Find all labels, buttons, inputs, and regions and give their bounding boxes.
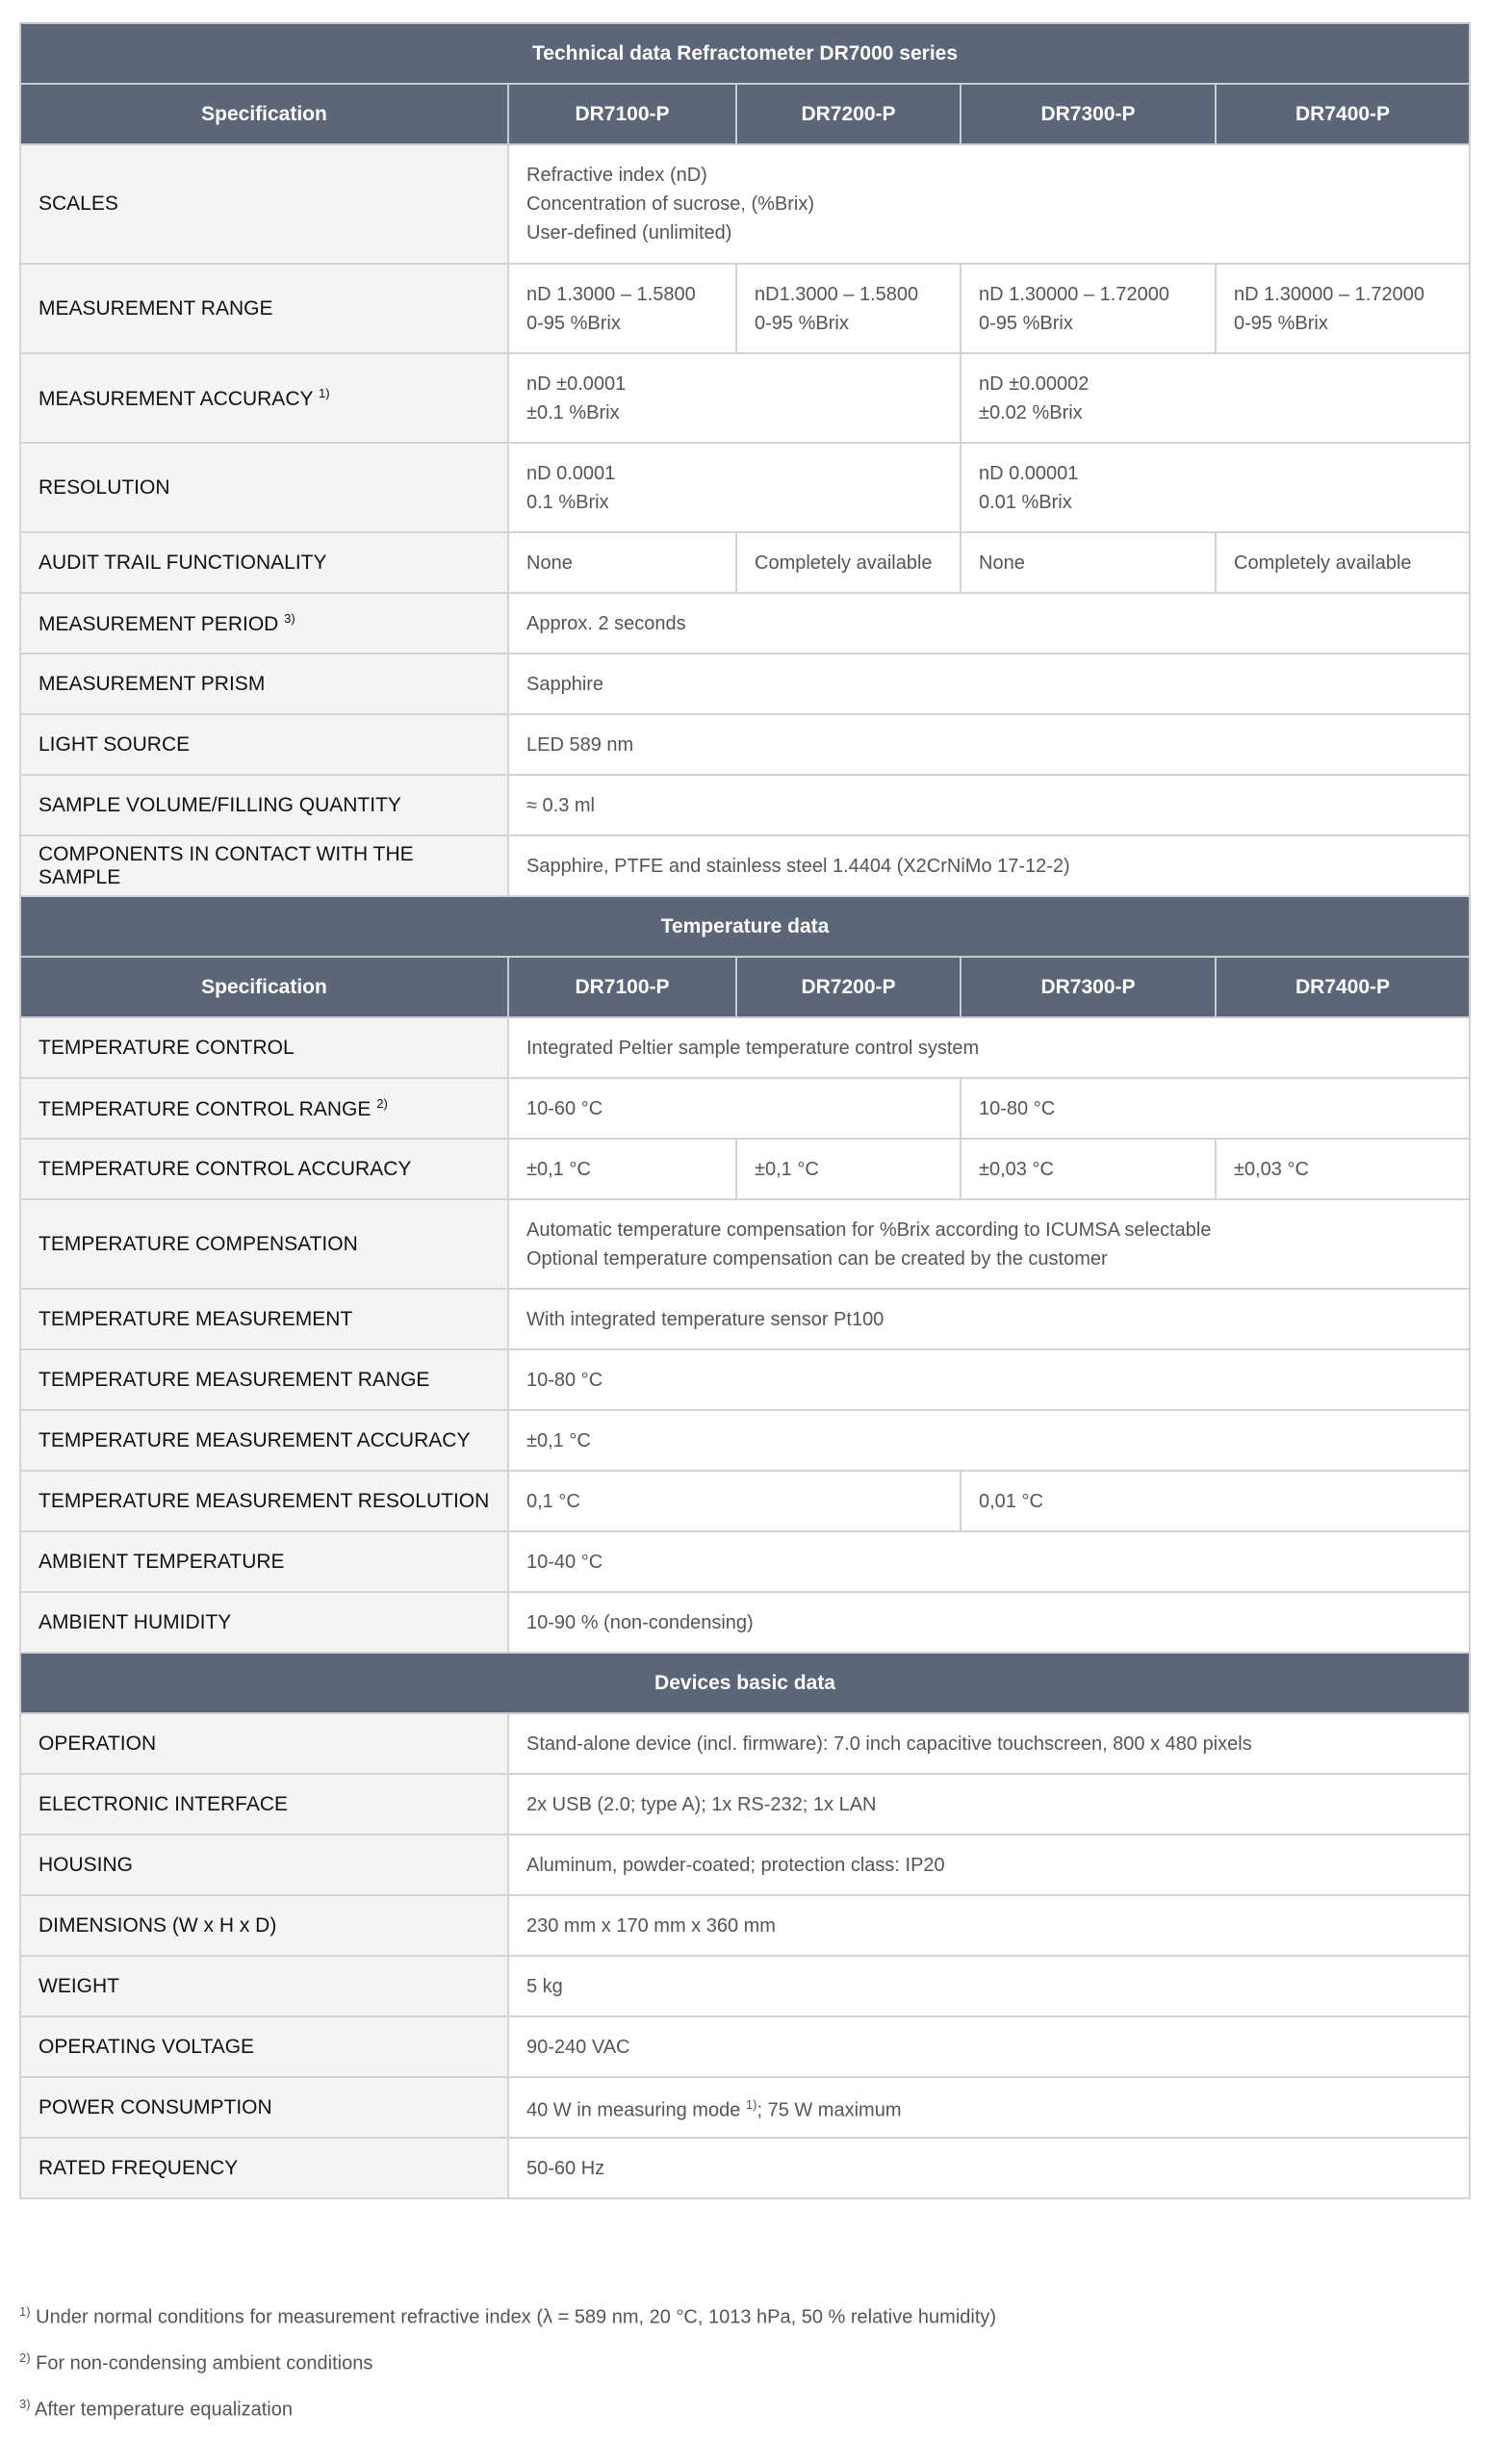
row-label <box>20 593 508 654</box>
table-row-ambient-humidity <box>20 1592 1470 1653</box>
value-line: ±0.02 %Brix <box>979 401 1083 424</box>
value-dr7300: None <box>961 532 1216 593</box>
value-line: nD1.3000 – 1.5800 <box>755 283 919 305</box>
table-row-temperature-measurement-range <box>20 1349 1470 1410</box>
row-value: 2x USB (2.0; type A); 1x RS-232; 1x LAN <box>508 1774 1470 1835</box>
section-title: Temperature data <box>20 896 1470 957</box>
value-dr7300 <box>961 264 1216 353</box>
value-line: 0-95 %Brix <box>979 312 1073 334</box>
value-line: nD 0.0001 <box>526 462 616 484</box>
row-label: SAMPLE VOLUME/FILLING QUANTITY <box>20 775 508 835</box>
footnote-ref: 3) <box>284 610 295 626</box>
column-header-dr7400: DR7400-P <box>1216 84 1470 144</box>
row-value: 10-90 % (non-condensing) <box>508 1592 1470 1653</box>
footnote-mark: 1) <box>19 2304 31 2319</box>
table-row-temperature-control <box>20 1017 1470 1078</box>
value-line: 0-95 %Brix <box>526 312 621 334</box>
row-label: AMBIENT TEMPERATURE <box>20 1531 508 1592</box>
row-value: 10-40 °C <box>508 1531 1470 1592</box>
table-row-measurement-period <box>20 593 1470 654</box>
footnote-ref: 1) <box>745 2096 757 2112</box>
value-dr7300-dr7400 <box>961 353 1470 443</box>
table-row-power-consumption <box>20 2077 1470 2138</box>
footnote-ref: 2) <box>376 1095 388 1111</box>
table-row-temperature-control-range <box>20 1078 1470 1139</box>
row-value: Stand-alone device (incl. firmware): 7.0 inch capacitive touchscreen, 800 x 480 pixels <box>508 1713 1470 1774</box>
table-row-measurement-range <box>20 264 1470 353</box>
column-header-row <box>20 84 1470 144</box>
row-value: With integrated temperature sensor Pt100 <box>508 1289 1470 1349</box>
value-line: nD ±0.0001 <box>526 372 627 395</box>
section-title-row <box>20 1653 1470 1713</box>
value-dr7100: None <box>508 532 736 593</box>
row-value: ±0,1 °C <box>508 1410 1470 1471</box>
row-label: TEMPERATURE MEASUREMENT RANGE <box>20 1349 508 1410</box>
table-row-housing <box>20 1835 1470 1895</box>
row-label <box>20 1078 508 1139</box>
value-line: nD 1.30000 – 1.72000 <box>1234 283 1424 305</box>
row-label: DIMENSIONS (W x H x D) <box>20 1895 508 1956</box>
column-header-dr7300: DR7300-P <box>961 957 1216 1017</box>
value-line: nD 1.30000 – 1.72000 <box>979 283 1169 305</box>
value-line: 0.01 %Brix <box>979 491 1072 513</box>
footnote-3 <box>19 2397 293 2422</box>
footnote-ref: 1) <box>318 385 330 400</box>
row-label-text: TEMPERATURE CONTROL RANGE <box>38 1097 372 1120</box>
value-dr7100-dr7200: 0,1 °C <box>508 1471 961 1531</box>
row-label: POWER CONSUMPTION <box>20 2077 508 2138</box>
row-label: ELECTRONIC INTERFACE <box>20 1774 508 1835</box>
technical-data-table <box>19 22 1471 2199</box>
table-row-components <box>20 835 1470 896</box>
row-label: RATED FREQUENCY <box>20 2138 508 2198</box>
table-row-audit-trail <box>20 532 1470 593</box>
value-dr7400 <box>1216 264 1470 353</box>
value-line: 0-95 %Brix <box>755 312 849 334</box>
table-row-rated-frequency <box>20 2138 1470 2198</box>
table-row-measurement-prism <box>20 654 1470 714</box>
table-row-operating-voltage <box>20 2016 1470 2077</box>
footnote-mark: 2) <box>19 2350 31 2365</box>
row-label: TEMPERATURE COMPENSATION <box>20 1199 508 1289</box>
row-value <box>508 2077 1470 2138</box>
row-label: SCALES <box>20 144 508 264</box>
value-part: ; 75 W maximum <box>756 2099 902 2121</box>
section-title: Devices basic data <box>20 1653 1470 1713</box>
row-value: Sapphire, PTFE and stainless steel 1.4404 (X2CrNiMo 17-12-2) <box>508 835 1470 896</box>
row-value: LED 589 nm <box>508 714 1470 775</box>
value-line: User-defined (unlimited) <box>526 222 732 244</box>
row-label: TEMPERATURE MEASUREMENT ACCURACY <box>20 1410 508 1471</box>
row-value: 90-240 VAC <box>508 2016 1470 2077</box>
value-dr7300-dr7400: 10-80 °C <box>961 1078 1470 1139</box>
value-dr7200: Completely available <box>736 532 961 593</box>
row-value: 230 mm x 170 mm x 360 mm <box>508 1895 1470 1956</box>
row-label: TEMPERATURE CONTROL <box>20 1017 508 1078</box>
value-line: ±0.1 %Brix <box>526 401 620 424</box>
column-header-dr7200: DR7200-P <box>736 957 961 1017</box>
section-title-row <box>20 896 1470 957</box>
table-row-ambient-temperature <box>20 1531 1470 1592</box>
table-row-temperature-control-accuracy <box>20 1139 1470 1199</box>
value-dr7300-dr7400: 0,01 °C <box>961 1471 1470 1531</box>
row-label: AUDIT TRAIL FUNCTIONALITY <box>20 532 508 593</box>
row-label-text: MEASUREMENT ACCURACY <box>38 387 314 410</box>
footnote-text: For non-condensing ambient conditions <box>36 2352 373 2374</box>
value-line: 0.1 %Brix <box>526 491 609 513</box>
row-value: Aluminum, powder-coated; protection class: IP20 <box>508 1835 1470 1895</box>
value-dr7100: ±0,1 °C <box>508 1139 736 1199</box>
row-value: 50-60 Hz <box>508 2138 1470 2198</box>
row-value <box>508 144 1470 264</box>
value-dr7100-dr7200 <box>508 443 961 532</box>
row-value: 5 kg <box>508 1956 1470 2016</box>
value-dr7400: Completely available <box>1216 532 1470 593</box>
row-value <box>508 1199 1470 1289</box>
table-row-measurement-accuracy <box>20 353 1470 443</box>
footnote-text: After temperature equalization <box>35 2399 293 2421</box>
column-header-dr7100: DR7100-P <box>508 957 736 1017</box>
value-dr7100-dr7200: 10-60 °C <box>508 1078 961 1139</box>
footnote-mark: 3) <box>19 2397 31 2411</box>
table-row-light-source <box>20 714 1470 775</box>
value-dr7200 <box>736 264 961 353</box>
footnote-2 <box>19 2350 372 2375</box>
column-header-specification: Specification <box>20 957 508 1017</box>
row-label: AMBIENT HUMIDITY <box>20 1592 508 1653</box>
row-label-text: MEASUREMENT PERIOD <box>38 612 279 635</box>
footnote-text: Under normal conditions for measurement refractive index (λ = 589 nm, 20 °C, 1013 hPa, 50 % relative humidity) <box>36 2306 997 2328</box>
value-line: Automatic temperature compensation for %Brix according to ICUMSA selectable <box>526 1219 1212 1241</box>
value-line: nD 0.00001 <box>979 462 1079 484</box>
value-dr7400: ±0,03 °C <box>1216 1139 1470 1199</box>
value-dr7200: ±0,1 °C <box>736 1139 961 1199</box>
section-title-row <box>20 23 1470 84</box>
column-header-dr7400: DR7400-P <box>1216 957 1470 1017</box>
table-row-sample-volume <box>20 775 1470 835</box>
table-row-operation <box>20 1713 1470 1774</box>
table-row-scales <box>20 144 1470 264</box>
row-label: HOUSING <box>20 1835 508 1895</box>
column-header-dr7300: DR7300-P <box>961 84 1216 144</box>
column-header-dr7200: DR7200-P <box>736 84 961 144</box>
table-row-weight <box>20 1956 1470 2016</box>
row-label: MEASUREMENT PRISM <box>20 654 508 714</box>
row-label: OPERATING VOLTAGE <box>20 2016 508 2077</box>
row-value: Integrated Peltier sample temperature control system <box>508 1017 1470 1078</box>
row-label: WEIGHT <box>20 1956 508 2016</box>
row-label: LIGHT SOURCE <box>20 714 508 775</box>
column-header-dr7100: DR7100-P <box>508 84 736 144</box>
table-row-dimensions <box>20 1895 1470 1956</box>
value-line: nD ±0.00002 <box>979 372 1090 395</box>
row-value: Approx. 2 seconds <box>508 593 1470 654</box>
table-row-temperature-measurement-accuracy <box>20 1410 1470 1471</box>
table-row-electronic-interface <box>20 1774 1470 1835</box>
row-label: TEMPERATURE MEASUREMENT <box>20 1289 508 1349</box>
value-dr7300: ±0,03 °C <box>961 1139 1216 1199</box>
value-line: Concentration of sucrose, (%Brix) <box>526 193 815 215</box>
value-part: 40 W in measuring mode <box>526 2099 741 2121</box>
row-label: COMPONENTS IN CONTACT WITH THE SAMPLE <box>20 835 508 896</box>
row-label: TEMPERATURE MEASUREMENT RESOLUTION <box>20 1471 508 1531</box>
row-value: Sapphire <box>508 654 1470 714</box>
row-label: MEASUREMENT RANGE <box>20 264 508 353</box>
value-line: Optional temperature compensation can be created by the customer <box>526 1247 1108 1270</box>
value-dr7100-dr7200 <box>508 353 961 443</box>
value-dr7300-dr7400 <box>961 443 1470 532</box>
table-row-temperature-measurement-resolution <box>20 1471 1470 1531</box>
row-value: ≈ 0.3 ml <box>508 775 1470 835</box>
row-label: RESOLUTION <box>20 443 508 532</box>
column-header-row <box>20 957 1470 1017</box>
value-line: 0-95 %Brix <box>1234 312 1328 334</box>
value-line: Refractive index (nD) <box>526 165 707 186</box>
footnote-1 <box>19 2304 996 2329</box>
row-label <box>20 353 508 443</box>
value-dr7100 <box>508 264 736 353</box>
table-row-resolution <box>20 443 1470 532</box>
row-value: 10-80 °C <box>508 1349 1470 1410</box>
table-row-temperature-measurement <box>20 1289 1470 1349</box>
row-label: OPERATION <box>20 1713 508 1774</box>
value-line: nD 1.3000 – 1.5800 <box>526 283 696 305</box>
row-label: TEMPERATURE CONTROL ACCURACY <box>20 1139 508 1199</box>
column-header-specification: Specification <box>20 84 508 144</box>
table-row-temperature-compensation <box>20 1199 1470 1289</box>
section-title: Technical data Refractometer DR7000 series <box>20 23 1470 84</box>
